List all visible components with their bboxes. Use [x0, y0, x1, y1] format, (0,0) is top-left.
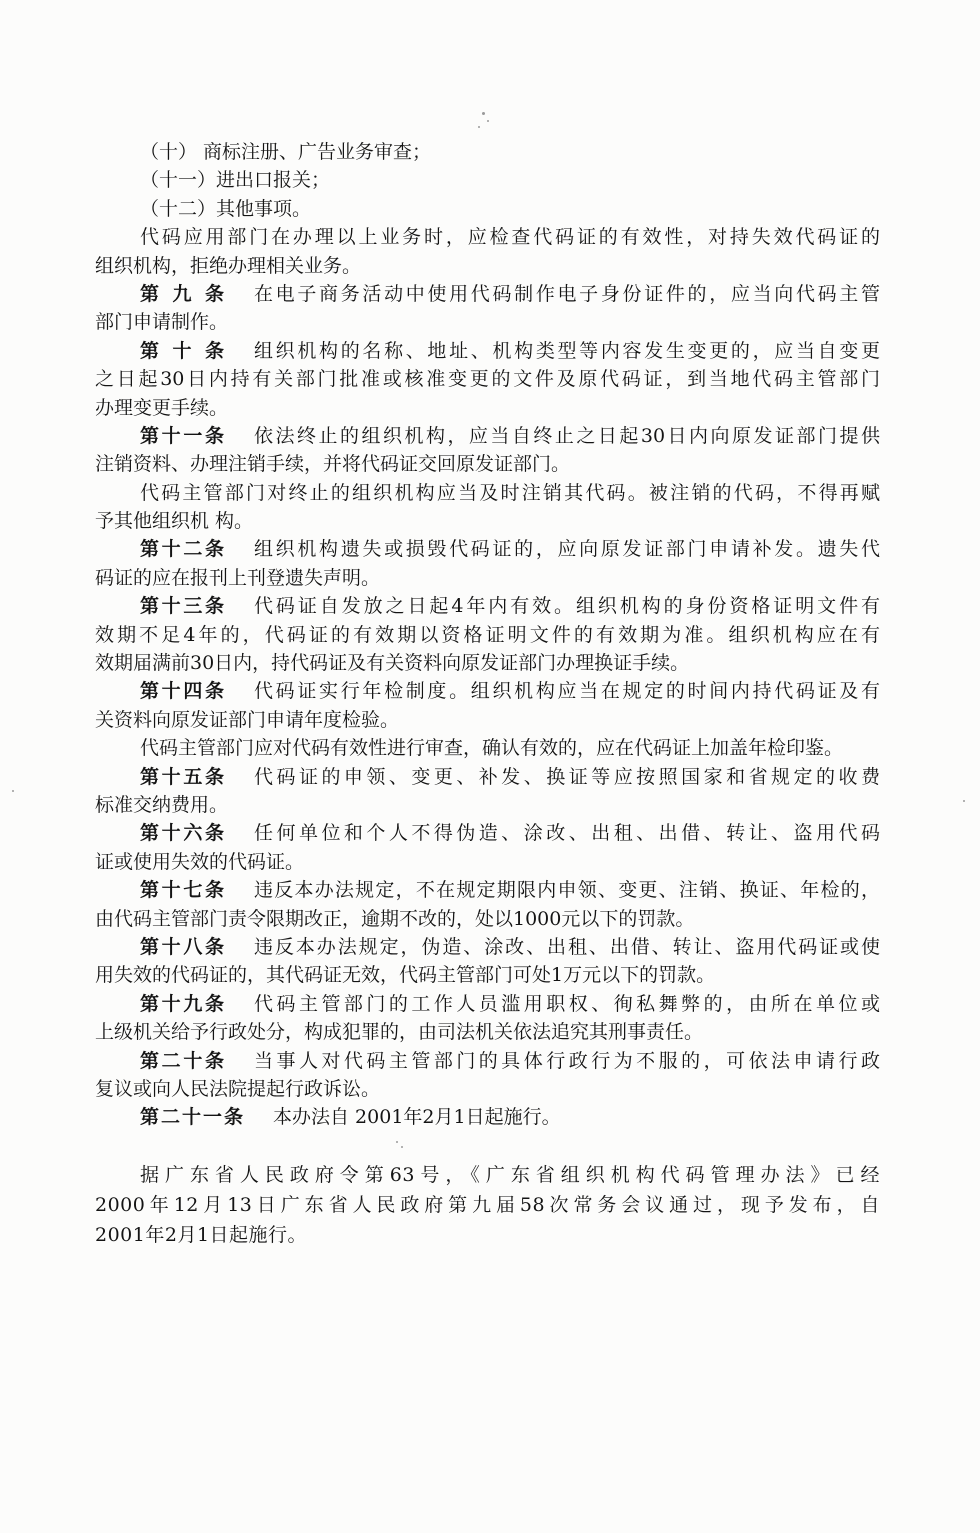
article: [95, 1047, 880, 1104]
article: [95, 763, 880, 820]
list-item: （十二）其他事项。: [140, 197, 312, 220]
article-first-line: [95, 933, 880, 961]
list-item: （十一）进出口报关；: [140, 169, 331, 192]
article-text: 当事人对代码主管部门的具体行政行为不服的，可依法申请行政: [254, 1049, 880, 1072]
paragraph-line: 予其他组织机 构。: [95, 510, 254, 533]
article-text: 效期不足4年的，代码证的有效期以资格证明文件的有效期为准。组织机构应在有: [95, 623, 880, 646]
article-text: 码证的应在报刊上刊登遗失声明。: [95, 566, 381, 589]
article-text: 标准交纳费用。: [95, 793, 229, 816]
article-text: 办理变更手续。: [95, 396, 229, 419]
article-first-line: [95, 819, 880, 847]
article-text: 违反本办法规定，伪造、涂改、出租、出借、转让、盗用代码证或使: [254, 935, 880, 958]
article: [95, 677, 880, 734]
article-text: 效期届满前30日内，持代码证及有关资料向原发证部门办理换证手续。: [95, 652, 690, 675]
paragraph-line: 代码主管部门应对代码有效性进行审查，确认有效的，应在代码证上加盖年检印鉴。: [140, 737, 844, 760]
article-text: 用失效的代码证的，其代码证无效，代码主管部门可处1万元以下的罚款。: [95, 964, 716, 987]
article-first-line: [95, 1047, 880, 1075]
note-line: 据广东省人民政府令第63号，《广东省组织机构代码管理办法》已经: [140, 1163, 880, 1186]
article-first-line: [95, 763, 880, 791]
article-text: 之日起30日内持有关部门批准或核准变更的文件及原代码证，到当地代码主管部门: [95, 368, 880, 391]
article: [95, 592, 880, 677]
article-label: 第十六条: [140, 822, 226, 845]
article-label: 第十条: [140, 339, 226, 362]
scan-speck: [478, 126, 480, 128]
paragraph: [95, 734, 880, 762]
article-text: 违反本办法规定，不在规定期限内申领、变更、注销、换证、年检的，: [254, 879, 880, 902]
article-first-line: [95, 422, 880, 450]
article-first-line: [95, 535, 880, 563]
article-text: 在电子商务活动中使用代码制作电子身份证件的，应当向代码主管: [254, 282, 880, 305]
article-text: 组织机构的名称、地址、机构类型等内容发生变更的，应当自变更: [254, 339, 880, 362]
article: [95, 819, 880, 876]
article-label: 第九条: [140, 282, 226, 305]
article-text: 复议或向人民法院提起行政诉讼。: [95, 1077, 381, 1100]
article: [95, 876, 880, 933]
article-label: 第二十条: [140, 1049, 226, 1072]
scan-speck: [12, 790, 14, 792]
article-text: 组织机构遗失或损毁代码证的，应向原发证部门申请补发。遗失代: [254, 538, 880, 561]
article-label: 第二十一条: [140, 1106, 246, 1129]
article: [95, 1103, 880, 1131]
article-text: 由代码主管部门责令限期改正，逾期不改的，处以1000元以下的罚款。: [95, 907, 695, 930]
article-first-line: [95, 337, 880, 365]
article: [95, 280, 880, 337]
article-text: 代码证实行年检制度。组织机构应当在规定的时间内持代码证及有: [254, 680, 880, 703]
paragraph-line: 代码主管部门对终止的组织机构应当及时注销其代码。被注销的代码，不得再赋: [140, 481, 880, 504]
article-text: 注销资料、办理注销手续，并将代码证交回原发证部门。: [95, 453, 571, 476]
article-label: 第十三条: [140, 595, 226, 618]
article-text: 任何单位和个人不得伪造、涂改、出租、出借、转让、盗用代码: [254, 822, 880, 845]
paragraph: [95, 479, 880, 536]
paragraph-line: 代码应用部门在办理以上业务时，应检查代码证的有效性，对持失效代码证的: [140, 226, 880, 249]
article-label: 第十四条: [140, 680, 226, 703]
paragraph: [95, 223, 880, 280]
article: [95, 990, 880, 1047]
promulgation-note: [95, 1160, 880, 1250]
note-line: 2001年2月1日起施行。: [95, 1223, 308, 1246]
scan-speck: [963, 800, 965, 802]
list-item: （十） 商标注册、广告业务审查；: [140, 141, 432, 163]
article-first-line: [95, 1103, 880, 1131]
article: [95, 535, 880, 592]
article-text: 代码证的申领、变更、补发、换证等应按照国家和省规定的收费: [254, 765, 880, 788]
scan-speck: [487, 120, 489, 122]
article-first-line: [95, 280, 880, 308]
article: [95, 933, 880, 990]
article-text: 部门申请制作。: [95, 311, 229, 334]
paragraph-line: 组织机构，拒绝办理相关业务。: [95, 254, 362, 277]
article-first-line: [95, 677, 880, 705]
article-text: 代码主管部门的工作人员滥用职权、徇私舞弊的，由所在单位或: [254, 992, 880, 1015]
article-text: 证或使用失效的代码证。: [95, 850, 305, 873]
article-first-line: [95, 876, 880, 904]
article-text: 依法终止的组织机构，应当自终止之日起30日内向原发证部门提供: [254, 424, 880, 447]
scan-speck: [482, 112, 485, 115]
article-text: 本办法自 2001年2月1日起施行。: [273, 1106, 561, 1129]
article-text: 上级机关给予行政处分，构成犯罪的，由司法机关依法追究其刑事责任。: [95, 1021, 704, 1044]
article-label: 第十五条: [140, 765, 226, 788]
article-label: 第十九条: [140, 992, 226, 1015]
article-text: 关资料向原发证部门申请年度检验。: [95, 708, 400, 731]
document-body: [95, 138, 880, 1250]
article-first-line: [95, 592, 880, 620]
article-label: 第十二条: [140, 538, 226, 561]
article: [95, 337, 880, 422]
note-line: 2000年12月13日广东省人民政府第九届58次常务会议通过，现予发布，自: [95, 1193, 880, 1216]
article-label: 第十七条: [140, 879, 226, 902]
article-text: 代码证自发放之日起4年内有效。组织机构的身份资格证明文件有: [254, 595, 880, 618]
article-label: 第十一条: [140, 424, 226, 447]
article-label: 第十八条: [140, 935, 226, 958]
article: [95, 422, 880, 479]
article-first-line: [95, 990, 880, 1018]
